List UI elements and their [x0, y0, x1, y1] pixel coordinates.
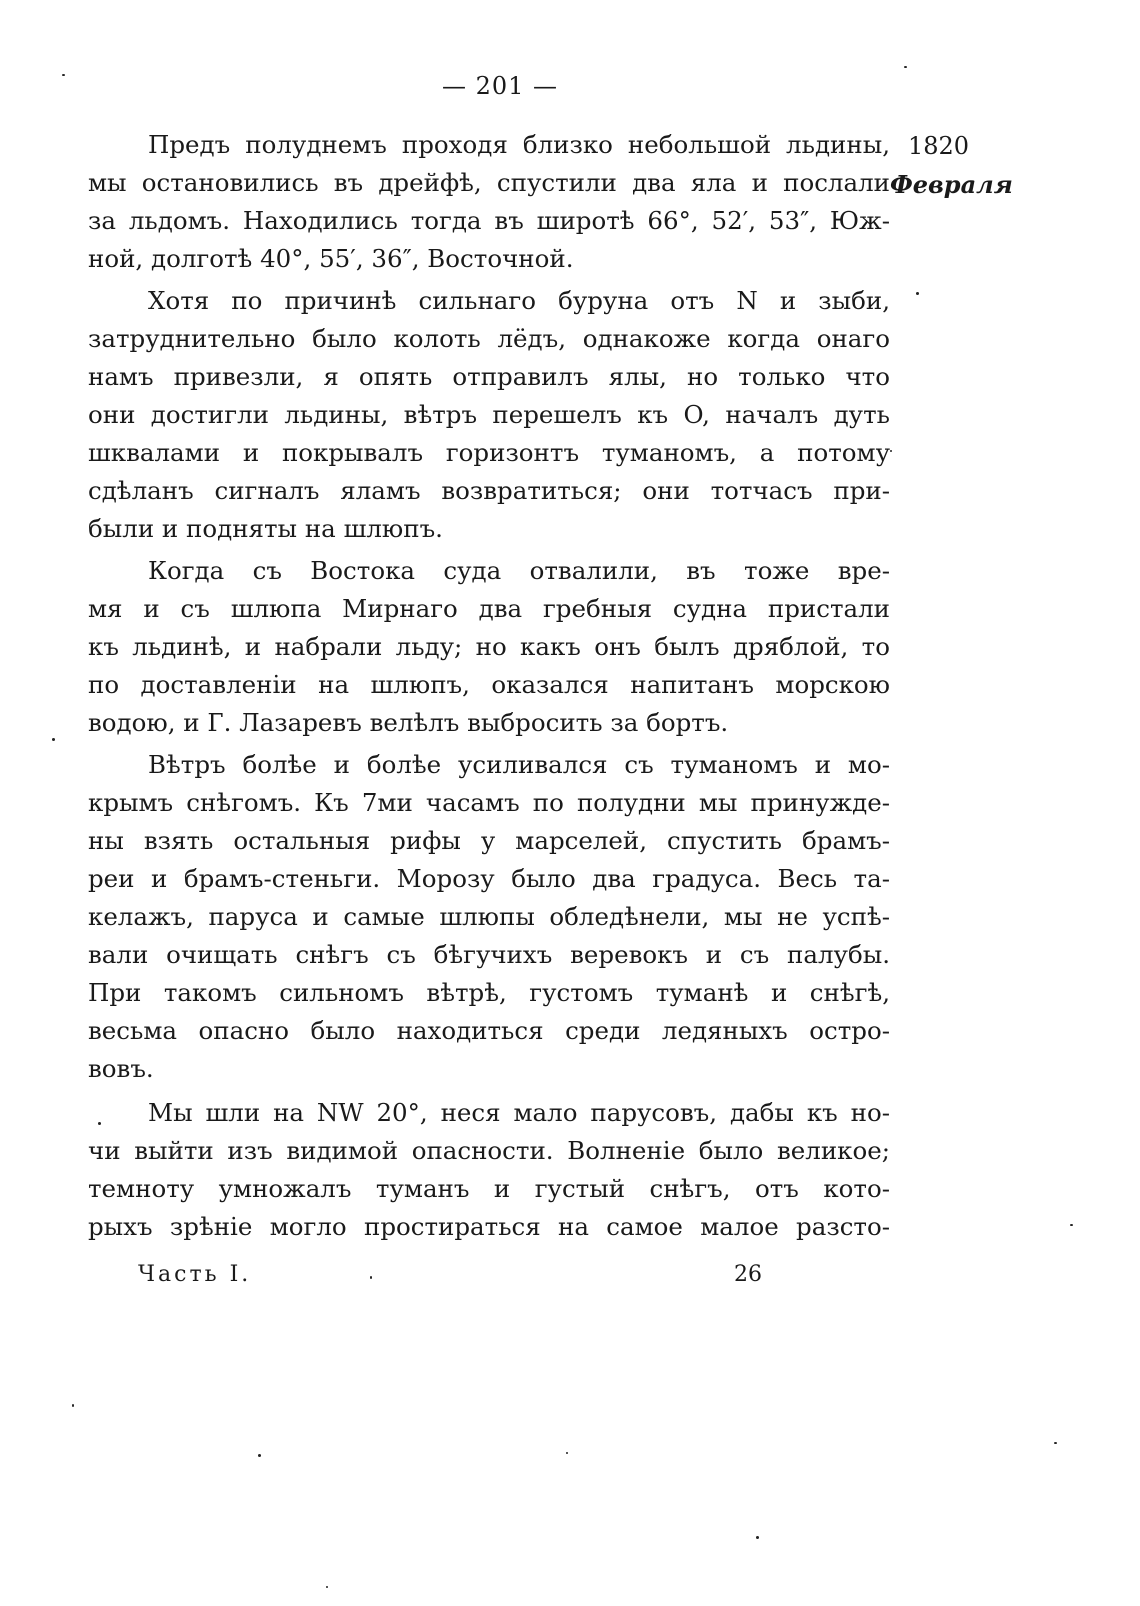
text-line: они достигли льдины, вѣтръ перешелъ къ O, началъ дуть	[88, 400, 890, 429]
scan-speck	[72, 1404, 74, 1407]
text-line: Когда съ Востока суда отвалили, въ тоже вре-	[148, 556, 890, 585]
footer-part: Часть I.	[138, 1262, 252, 1287]
text-line: темноту умножалъ туманъ и густый снѣгъ, отъ кото-	[88, 1174, 890, 1203]
text-line: затруднительно было колоть лёдъ, однакоже когда онаго	[88, 324, 890, 353]
text-line: ны взять остальныя рифы у марселей, спустить брамъ-	[88, 826, 890, 855]
text-line: Предъ полуднемъ проходя близко небольшой льдины,	[148, 130, 890, 159]
text-line: весьма опасно было находиться среди ледяныхъ остро-	[88, 1016, 890, 1045]
scan-speck	[370, 1276, 372, 1279]
text-line: реи и брамъ-стеньги. Морозу было два градуса. Весь та-	[88, 864, 890, 893]
scan-speck	[904, 66, 907, 68]
margin-note-month: Февраля	[890, 170, 1013, 199]
scan-speck	[98, 1122, 101, 1125]
text-line: вовъ.	[88, 1054, 154, 1083]
text-line: мы остановились въ дрейфѣ, спустили два яла и послали	[88, 168, 890, 197]
text-line: рыхъ зрѣніе могло простираться на самое малое разсто-	[88, 1212, 890, 1241]
text-line: намъ привезли, я опять отправилъ ялы, но только что	[88, 362, 890, 391]
text-line: Мы шли на NW 20°, неся мало парусовъ, дабы къ но-	[148, 1098, 890, 1127]
scan-speck	[756, 1536, 759, 1539]
text-line: келажъ, паруса и самые шлюпы обледѣнели, мы не успѣ-	[88, 902, 890, 931]
text-line: водою, и Г. Лазаревъ велѣлъ выбросить за бортъ.	[88, 708, 729, 737]
text-line: были и подняты на шлюпъ.	[88, 514, 443, 543]
scan-speck	[890, 450, 892, 452]
scan-speck	[52, 738, 55, 741]
text-line: по доставленіи на шлюпъ, оказался напитанъ морскою	[88, 670, 890, 699]
text-line: ной, долготѣ 40°, 55′, 36″, Восточной.	[88, 244, 574, 273]
text-line: къ льдинѣ, и набрали льду; но какъ онъ былъ дряблой, то	[88, 632, 890, 661]
text-line: за льдомъ. Находились тогда въ широтѣ 66°, 52′, 53″, Юж-	[88, 206, 890, 235]
text-line: вали очищать снѣгъ съ бѣгучихъ веревокъ и съ палубы.	[88, 940, 890, 969]
text-line: мя и съ шлюпа Мирнаго два гребныя судна пристали	[88, 594, 890, 623]
text-line: шквалами и покрывалъ горизонтъ туманомъ, а потому	[88, 438, 890, 467]
scan-speck	[258, 1454, 261, 1457]
page-number: — 201 —	[441, 72, 559, 100]
scan-speck	[62, 74, 65, 76]
text-line: чи выйти изъ видимой опасности. Волненіе было великое;	[88, 1136, 890, 1165]
text-line: сдѣланъ сигналъ яламъ возвратиться; они тотчасъ при-	[88, 476, 890, 505]
scan-speck	[916, 292, 919, 295]
footer-signature: 26	[734, 1262, 762, 1287]
scan-speck	[566, 1452, 568, 1454]
text-line: Хотя по причинѣ сильнаго буруна отъ N и зыби,	[148, 286, 890, 315]
text-line: крымъ снѣгомъ. Къ 7ми часамъ по полудни мы принужде-	[88, 788, 890, 817]
scan-speck	[1070, 1224, 1073, 1226]
scan-speck	[1054, 1442, 1057, 1444]
scan-speck	[326, 1586, 328, 1588]
text-line: При такомъ сильномъ вѣтрѣ, густомъ туманѣ и снѣгѣ,	[88, 978, 890, 1007]
margin-note-year: 1820	[908, 132, 970, 160]
text-line: Вѣтръ болѣе и болѣе усиливался съ туманомъ и мо-	[148, 750, 890, 779]
